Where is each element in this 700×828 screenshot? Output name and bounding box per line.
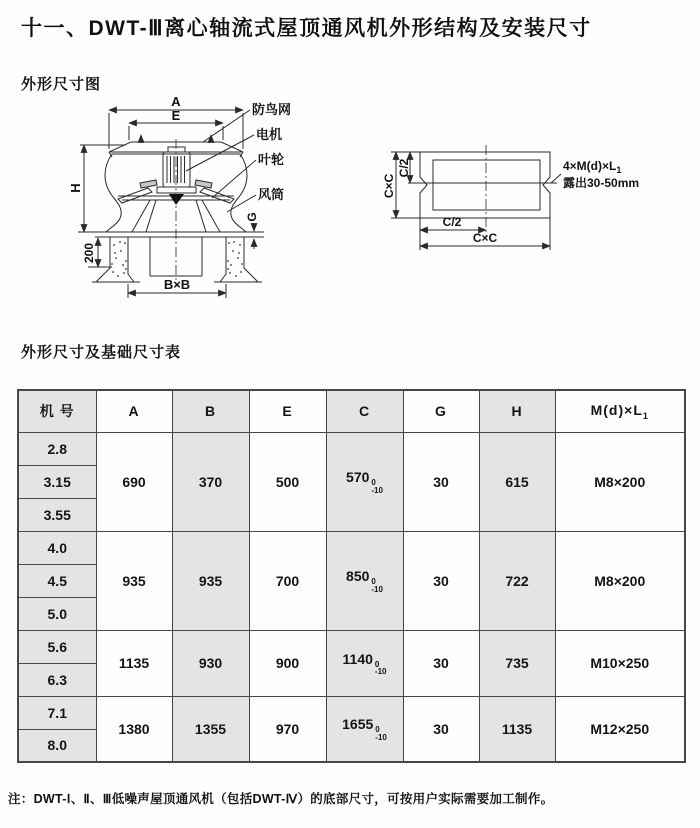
dimension-cc-bottom (420, 218, 550, 250)
table-row (18, 696, 685, 729)
cell-a: 690 (96, 432, 172, 531)
header-b: B (172, 390, 249, 432)
header-e: E (249, 390, 326, 432)
cell-a: 935 (96, 531, 172, 630)
dimension-drawings (0, 95, 700, 335)
cell-g: 30 (403, 630, 479, 696)
dimension-e (129, 108, 223, 140)
cell-h: 722 (479, 531, 555, 630)
table-row (18, 432, 685, 465)
bolt-note-line1: $4\times M(d)\times L_1$ (563, 159, 622, 175)
header-m: $M(d)\times L_1$ (555, 390, 685, 432)
dim-200-label: 200 (82, 242, 96, 264)
cell-m: M12×250 (555, 696, 685, 762)
dimension-200 (82, 238, 112, 267)
dim-bxb-label: B×B (163, 277, 191, 292)
cell-g: 30 (403, 432, 479, 531)
foundation-inner-outline (433, 160, 540, 210)
dim-a-label: A (171, 95, 181, 109)
header-g: G (403, 390, 479, 432)
footnote: 注：DWT-Ⅰ、Ⅱ、Ⅲ低噪声屋顶通风机（包括DWT-Ⅳ）的底部尺寸，可按用户实际需要加工制作。 (8, 792, 554, 806)
cell-g: 30 (403, 696, 479, 762)
header-model: 机 号 (18, 390, 96, 432)
cell-b: 1355 (172, 696, 249, 762)
dim-g-label: G (245, 212, 259, 222)
dim-h-label: H (68, 183, 83, 193)
cell-model: 8.0 (18, 729, 96, 762)
table-row (18, 630, 685, 663)
table-heading: 外形尺寸及基础尺寸表 (21, 344, 182, 361)
callout-impeller: 叶轮 (258, 152, 285, 167)
cell-b: 935 (172, 531, 249, 630)
cell-m: M10×250 (555, 630, 685, 696)
cell-m: M8×200 (555, 432, 685, 531)
cell-model: 4.0 (18, 531, 96, 564)
roof-flange (95, 232, 264, 237)
cell-e: 500 (249, 432, 326, 531)
cell-model: 2.8 (18, 432, 96, 465)
cell-model: 5.0 (18, 597, 96, 630)
table-row (18, 531, 685, 564)
cell-c: 1140 0 -10 (326, 630, 403, 696)
callout-duct: 风筒 (258, 187, 285, 202)
cell-c: 570 0 -10 (326, 432, 403, 531)
cell-e: 970 (249, 696, 326, 762)
callout-bird-net: 防鸟网 (252, 102, 292, 117)
dim-c-half-left-label: C/2 (397, 158, 411, 178)
foundation-outer-outline (420, 152, 550, 218)
dim-cc-left-label: C×C (382, 173, 396, 199)
bolt-note-line2: 露出30-50mm (563, 176, 640, 190)
cell-h: 615 (479, 432, 555, 531)
cell-model: 7.1 (18, 696, 96, 729)
dimension-c-half-left (397, 152, 411, 183)
dimension-h (68, 145, 126, 232)
callout-motor: 电机 (256, 127, 283, 142)
header-h: H (479, 390, 555, 432)
cell-m: M8×200 (555, 531, 685, 630)
dim-cc-bottom-label: C×C (472, 231, 498, 245)
outline-drawing-heading: 外形尺寸图 (21, 76, 102, 93)
dimension-g (245, 212, 259, 249)
dimension-bxb (128, 277, 226, 298)
cell-e: 700 (249, 531, 326, 630)
dim-c-half-bottom-label: C/2 (442, 215, 462, 229)
cell-e: 900 (249, 630, 326, 696)
cell-g: 30 (403, 531, 479, 630)
anchor-bolt-note (551, 159, 639, 190)
foundation-plan-diagram (382, 145, 639, 250)
cell-model: 4.5 (18, 564, 96, 597)
dim-e-label: E (171, 108, 181, 123)
cell-model: 5.6 (18, 630, 96, 663)
table-header-row (18, 390, 685, 432)
cell-model: 3.55 (18, 498, 96, 531)
header-a: A (96, 390, 172, 432)
dimension-table (17, 389, 686, 763)
cell-model: 6.3 (18, 663, 96, 696)
fan-section-diagram (68, 95, 291, 298)
page-title: 十一、DWT-Ⅲ离心轴流式屋顶通风机外形结构及安装尺寸 (21, 17, 592, 40)
foundation (92, 237, 262, 282)
cell-h: 735 (479, 630, 555, 696)
cell-a: 1380 (96, 696, 172, 762)
cell-b: 370 (172, 432, 249, 531)
cell-a: 1135 (96, 630, 172, 696)
cell-b: 930 (172, 630, 249, 696)
concrete-stipple (111, 241, 243, 277)
cell-c: 1655 0 -10 (326, 696, 403, 762)
cell-c: 850 0 -10 (326, 531, 403, 630)
cell-model: 3.15 (18, 465, 96, 498)
header-c: C (326, 390, 403, 432)
cell-h: 1135 (479, 696, 555, 762)
